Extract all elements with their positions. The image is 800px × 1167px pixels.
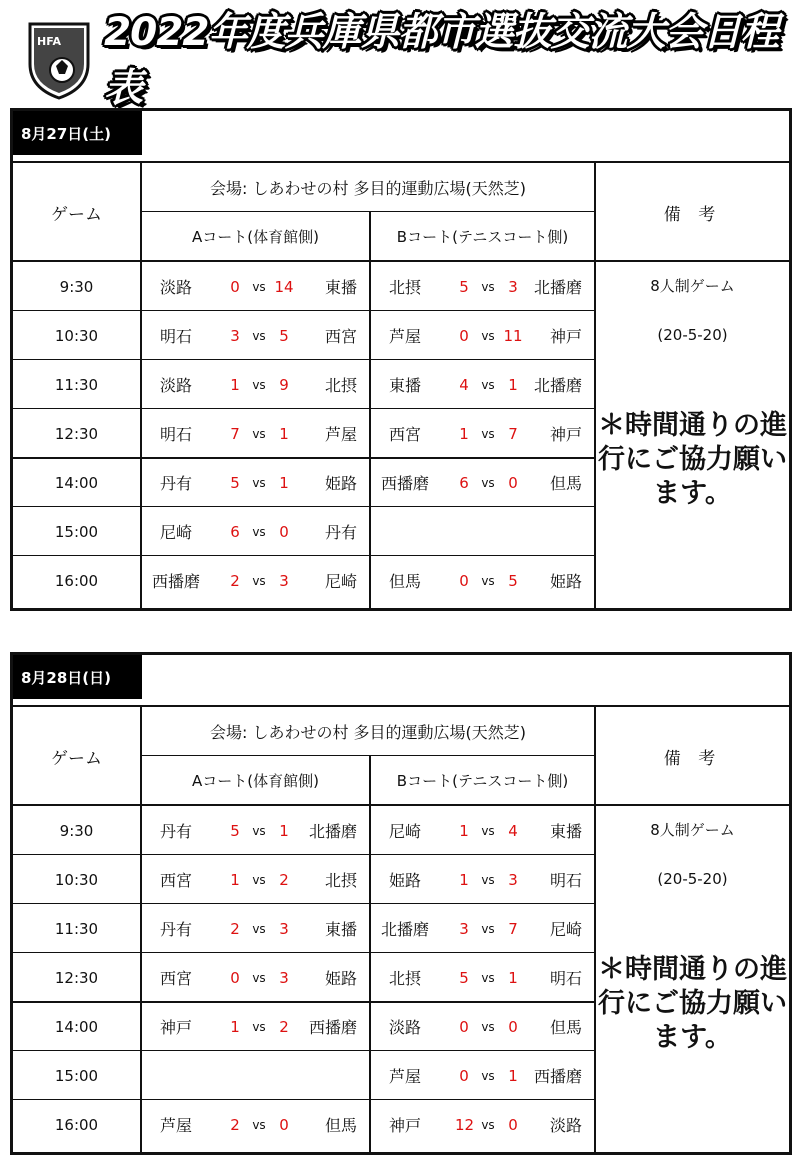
home-team: 神戸 (389, 1116, 422, 1135)
match-court-a (142, 904, 369, 953)
vs-label: vs (481, 377, 495, 392)
vs-label: vs (252, 921, 266, 936)
vs-label: vs (481, 1068, 495, 1083)
match-court-b (371, 507, 594, 556)
schedule-grid (13, 707, 789, 1154)
away-team: 尼崎 (324, 572, 357, 591)
court-b-header: Bコート(テニスコート側) (396, 772, 569, 790)
vs-label: vs (252, 1019, 266, 1034)
home-team: 芦屋 (160, 1116, 193, 1135)
schedule-grid (13, 163, 789, 610)
home-score: 0 (459, 1066, 469, 1085)
away-team: 東播 (324, 920, 357, 939)
home-team: 北播磨 (381, 920, 430, 939)
away-score: 7 (508, 919, 518, 938)
home-score: 1 (459, 870, 469, 889)
court-a-header: Aコート(体育館側) (192, 228, 319, 246)
home-team: 淡路 (389, 1018, 422, 1037)
away-team: 明石 (549, 969, 582, 988)
time-cell: 10:30 (54, 326, 99, 345)
away-score: 1 (279, 821, 289, 840)
date-row (13, 111, 789, 163)
away-team: 北播磨 (533, 278, 582, 297)
time-cell: 9:30 (59, 821, 94, 840)
away-score: 2 (279, 1017, 289, 1036)
away-score: 0 (508, 1017, 518, 1036)
home-score: 0 (230, 968, 240, 987)
page-title: 2022年度兵庫県都市選抜交流大会日程表 (104, 10, 779, 111)
away-score: 9 (279, 375, 289, 394)
vs-label: vs (481, 328, 495, 343)
match-court-b (371, 262, 594, 311)
time-cell: 12:30 (54, 968, 99, 987)
vs-label: vs (252, 872, 266, 887)
court-b-header: Bコート(テニスコート側) (396, 228, 569, 246)
vs-label: vs (252, 1117, 266, 1132)
home-team: 芦屋 (389, 1067, 422, 1086)
home-team: 明石 (160, 327, 193, 346)
away-team: 姫路 (549, 572, 582, 591)
away-team: 神戸 (549, 327, 582, 346)
match-court-a (142, 458, 369, 507)
away-team: 西宮 (324, 327, 357, 346)
away-team: 北播磨 (308, 822, 357, 841)
time-cell: 15:00 (54, 522, 99, 541)
away-team: 但馬 (549, 1018, 582, 1037)
match-court-a (142, 507, 369, 556)
venue-header: 会場: しあわせの村 多目的運動広場(天然芝) (209, 723, 527, 742)
home-score: 12 (455, 1115, 475, 1134)
game-header: ゲーム (51, 748, 102, 769)
home-score: 6 (459, 473, 469, 492)
match-court-b (371, 1100, 594, 1149)
away-team: 明石 (549, 871, 582, 890)
away-score: 1 (508, 968, 518, 987)
home-score: 1 (459, 424, 469, 443)
home-team: 淡路 (160, 376, 193, 395)
away-team: 東播 (324, 278, 357, 297)
match-court-b (371, 556, 594, 605)
away-score: 2 (279, 870, 289, 889)
vs-label: vs (252, 573, 266, 588)
match-court-a (142, 855, 369, 904)
match-court-b (371, 855, 594, 904)
home-score: 5 (459, 277, 469, 296)
away-team: 但馬 (549, 474, 582, 493)
away-team: 姫路 (324, 969, 357, 988)
away-team: 神戸 (549, 425, 582, 444)
home-team: 丹有 (160, 474, 193, 493)
time-cell: 11:30 (54, 919, 99, 938)
home-score: 3 (230, 326, 240, 345)
match-court-a (142, 409, 369, 458)
match-court-a (142, 1002, 369, 1051)
away-score: 3 (279, 919, 289, 938)
court-a-header: Aコート(体育館側) (192, 772, 319, 790)
date-row (13, 655, 789, 707)
vs-label: vs (481, 426, 495, 441)
home-score: 5 (230, 821, 240, 840)
match-court-a (142, 360, 369, 409)
remarks-header: 備 考 (663, 748, 722, 769)
home-score: 6 (230, 522, 240, 541)
away-score: 7 (508, 424, 518, 443)
away-score: 3 (508, 870, 518, 889)
home-team: 北摂 (389, 278, 422, 297)
away-team: 北播磨 (533, 376, 582, 395)
match-court-b (371, 904, 594, 953)
remarks-note: ＊時間通りの進行にご協力願います。 (598, 954, 787, 1053)
away-team: 淡路 (549, 1116, 582, 1135)
vs-label: vs (252, 426, 266, 441)
away-team: 北摂 (324, 871, 357, 890)
match-court-a (142, 556, 369, 605)
remarks-note: ＊時間通りの進行にご協力願います。 (598, 410, 787, 509)
home-team: 尼崎 (160, 523, 193, 542)
match-court-b (371, 458, 594, 507)
home-team: 西宮 (160, 871, 193, 890)
away-team: 西播磨 (533, 1067, 582, 1086)
away-score: 1 (279, 473, 289, 492)
home-score: 4 (459, 375, 469, 394)
remarks-time-format: (20-5-20) (657, 325, 728, 344)
home-team: 東播 (389, 376, 422, 395)
home-team: 明石 (160, 425, 193, 444)
home-team: 北摂 (389, 969, 422, 988)
away-score: 5 (508, 571, 518, 590)
vs-label: vs (252, 475, 266, 490)
home-team: 神戸 (160, 1018, 193, 1037)
schedule-day-2 (10, 652, 792, 1155)
home-score: 2 (230, 571, 240, 590)
home-score: 1 (230, 375, 240, 394)
vs-label: vs (252, 970, 266, 985)
home-score: 7 (230, 424, 240, 443)
vs-label: vs (252, 279, 266, 294)
time-cell: 15:00 (54, 1066, 99, 1085)
date-label: 8月28日(日) (13, 655, 142, 699)
away-team: 但馬 (324, 1116, 357, 1135)
away-score: 5 (279, 326, 289, 345)
away-score: 11 (503, 326, 523, 345)
home-score: 0 (459, 326, 469, 345)
away-team: 東播 (549, 822, 582, 841)
match-court-b (371, 360, 594, 409)
home-score: 5 (459, 968, 469, 987)
remarks-time-format: (20-5-20) (657, 869, 728, 888)
vs-label: vs (481, 1019, 495, 1034)
home-score: 1 (230, 1017, 240, 1036)
home-team: 但馬 (389, 572, 422, 591)
home-team: 芦屋 (389, 327, 422, 346)
home-team: 西宮 (389, 425, 422, 444)
away-team: 丹有 (324, 523, 357, 542)
away-score: 0 (279, 522, 289, 541)
home-team: 姫路 (389, 871, 422, 890)
vs-label: vs (481, 573, 495, 588)
away-score: 14 (274, 277, 294, 296)
home-team: 尼崎 (389, 822, 422, 841)
home-score: 0 (459, 1017, 469, 1036)
home-score: 2 (230, 919, 240, 938)
away-score: 1 (508, 375, 518, 394)
home-score: 0 (459, 571, 469, 590)
schedule-day-1 (10, 108, 792, 611)
vs-label: vs (252, 328, 266, 343)
time-cell: 14:00 (54, 473, 99, 492)
away-score: 1 (279, 424, 289, 443)
time-cell: 9:30 (59, 277, 94, 296)
home-team: 西播磨 (381, 474, 430, 493)
home-score: 5 (230, 473, 240, 492)
remarks-header: 備 考 (663, 204, 722, 225)
vs-label: vs (481, 872, 495, 887)
vs-label: vs (481, 475, 495, 490)
match-court-a (142, 262, 369, 311)
away-team: 西播磨 (308, 1018, 357, 1037)
away-score: 3 (508, 277, 518, 296)
home-team: 淡路 (160, 278, 193, 297)
vs-label: vs (481, 970, 495, 985)
away-team: 北摂 (324, 376, 357, 395)
match-court-b (371, 1051, 594, 1100)
home-score: 0 (230, 277, 240, 296)
time-cell: 14:00 (54, 1017, 99, 1036)
away-score: 0 (279, 1115, 289, 1134)
match-court-b (371, 953, 594, 1002)
vs-label: vs (481, 823, 495, 838)
vs-label: vs (481, 921, 495, 936)
match-court-a (142, 311, 369, 360)
away-score: 0 (508, 473, 518, 492)
time-cell: 10:30 (54, 870, 99, 889)
venue-header: 会場: しあわせの村 多目的運動広場(天然芝) (209, 179, 527, 198)
away-score: 4 (508, 821, 518, 840)
away-score: 1 (508, 1066, 518, 1085)
home-score: 2 (230, 1115, 240, 1134)
match-court-a (142, 953, 369, 1002)
match-court-b (371, 806, 594, 855)
game-header: ゲーム (51, 204, 102, 225)
remarks-game-format: 8人制ゲーム (650, 277, 735, 295)
vs-label: vs (252, 823, 266, 838)
away-score: 0 (508, 1115, 518, 1134)
time-cell: 12:30 (54, 424, 99, 443)
home-score: 1 (459, 821, 469, 840)
time-cell: 11:30 (54, 375, 99, 394)
home-team: 丹有 (160, 920, 193, 939)
remarks-game-format: 8人制ゲーム (650, 821, 735, 839)
vs-label: vs (481, 279, 495, 294)
date-label: 8月27日(土) (13, 111, 142, 155)
hfa-logo (24, 20, 94, 100)
vs-label: vs (252, 377, 266, 392)
home-score: 1 (230, 870, 240, 889)
away-team: 芦屋 (324, 425, 357, 444)
match-court-b (371, 1002, 594, 1051)
home-score: 3 (459, 919, 469, 938)
page-header (0, 0, 800, 111)
svg-text:HFA: HFA (37, 35, 61, 48)
away-team: 尼崎 (549, 920, 582, 939)
match-court-b (371, 311, 594, 360)
home-team: 西播磨 (152, 572, 201, 591)
match-court-b (371, 409, 594, 458)
match-court-a (142, 1051, 369, 1100)
home-team: 丹有 (160, 822, 193, 841)
match-court-a (142, 1100, 369, 1149)
away-score: 3 (279, 571, 289, 590)
away-score: 3 (279, 968, 289, 987)
time-cell: 16:00 (54, 571, 99, 590)
time-cell: 16:00 (54, 1115, 99, 1134)
away-team: 姫路 (324, 474, 357, 493)
match-court-a (142, 806, 369, 855)
vs-label: vs (252, 524, 266, 539)
vs-label: vs (481, 1117, 495, 1132)
home-team: 西宮 (160, 969, 193, 988)
